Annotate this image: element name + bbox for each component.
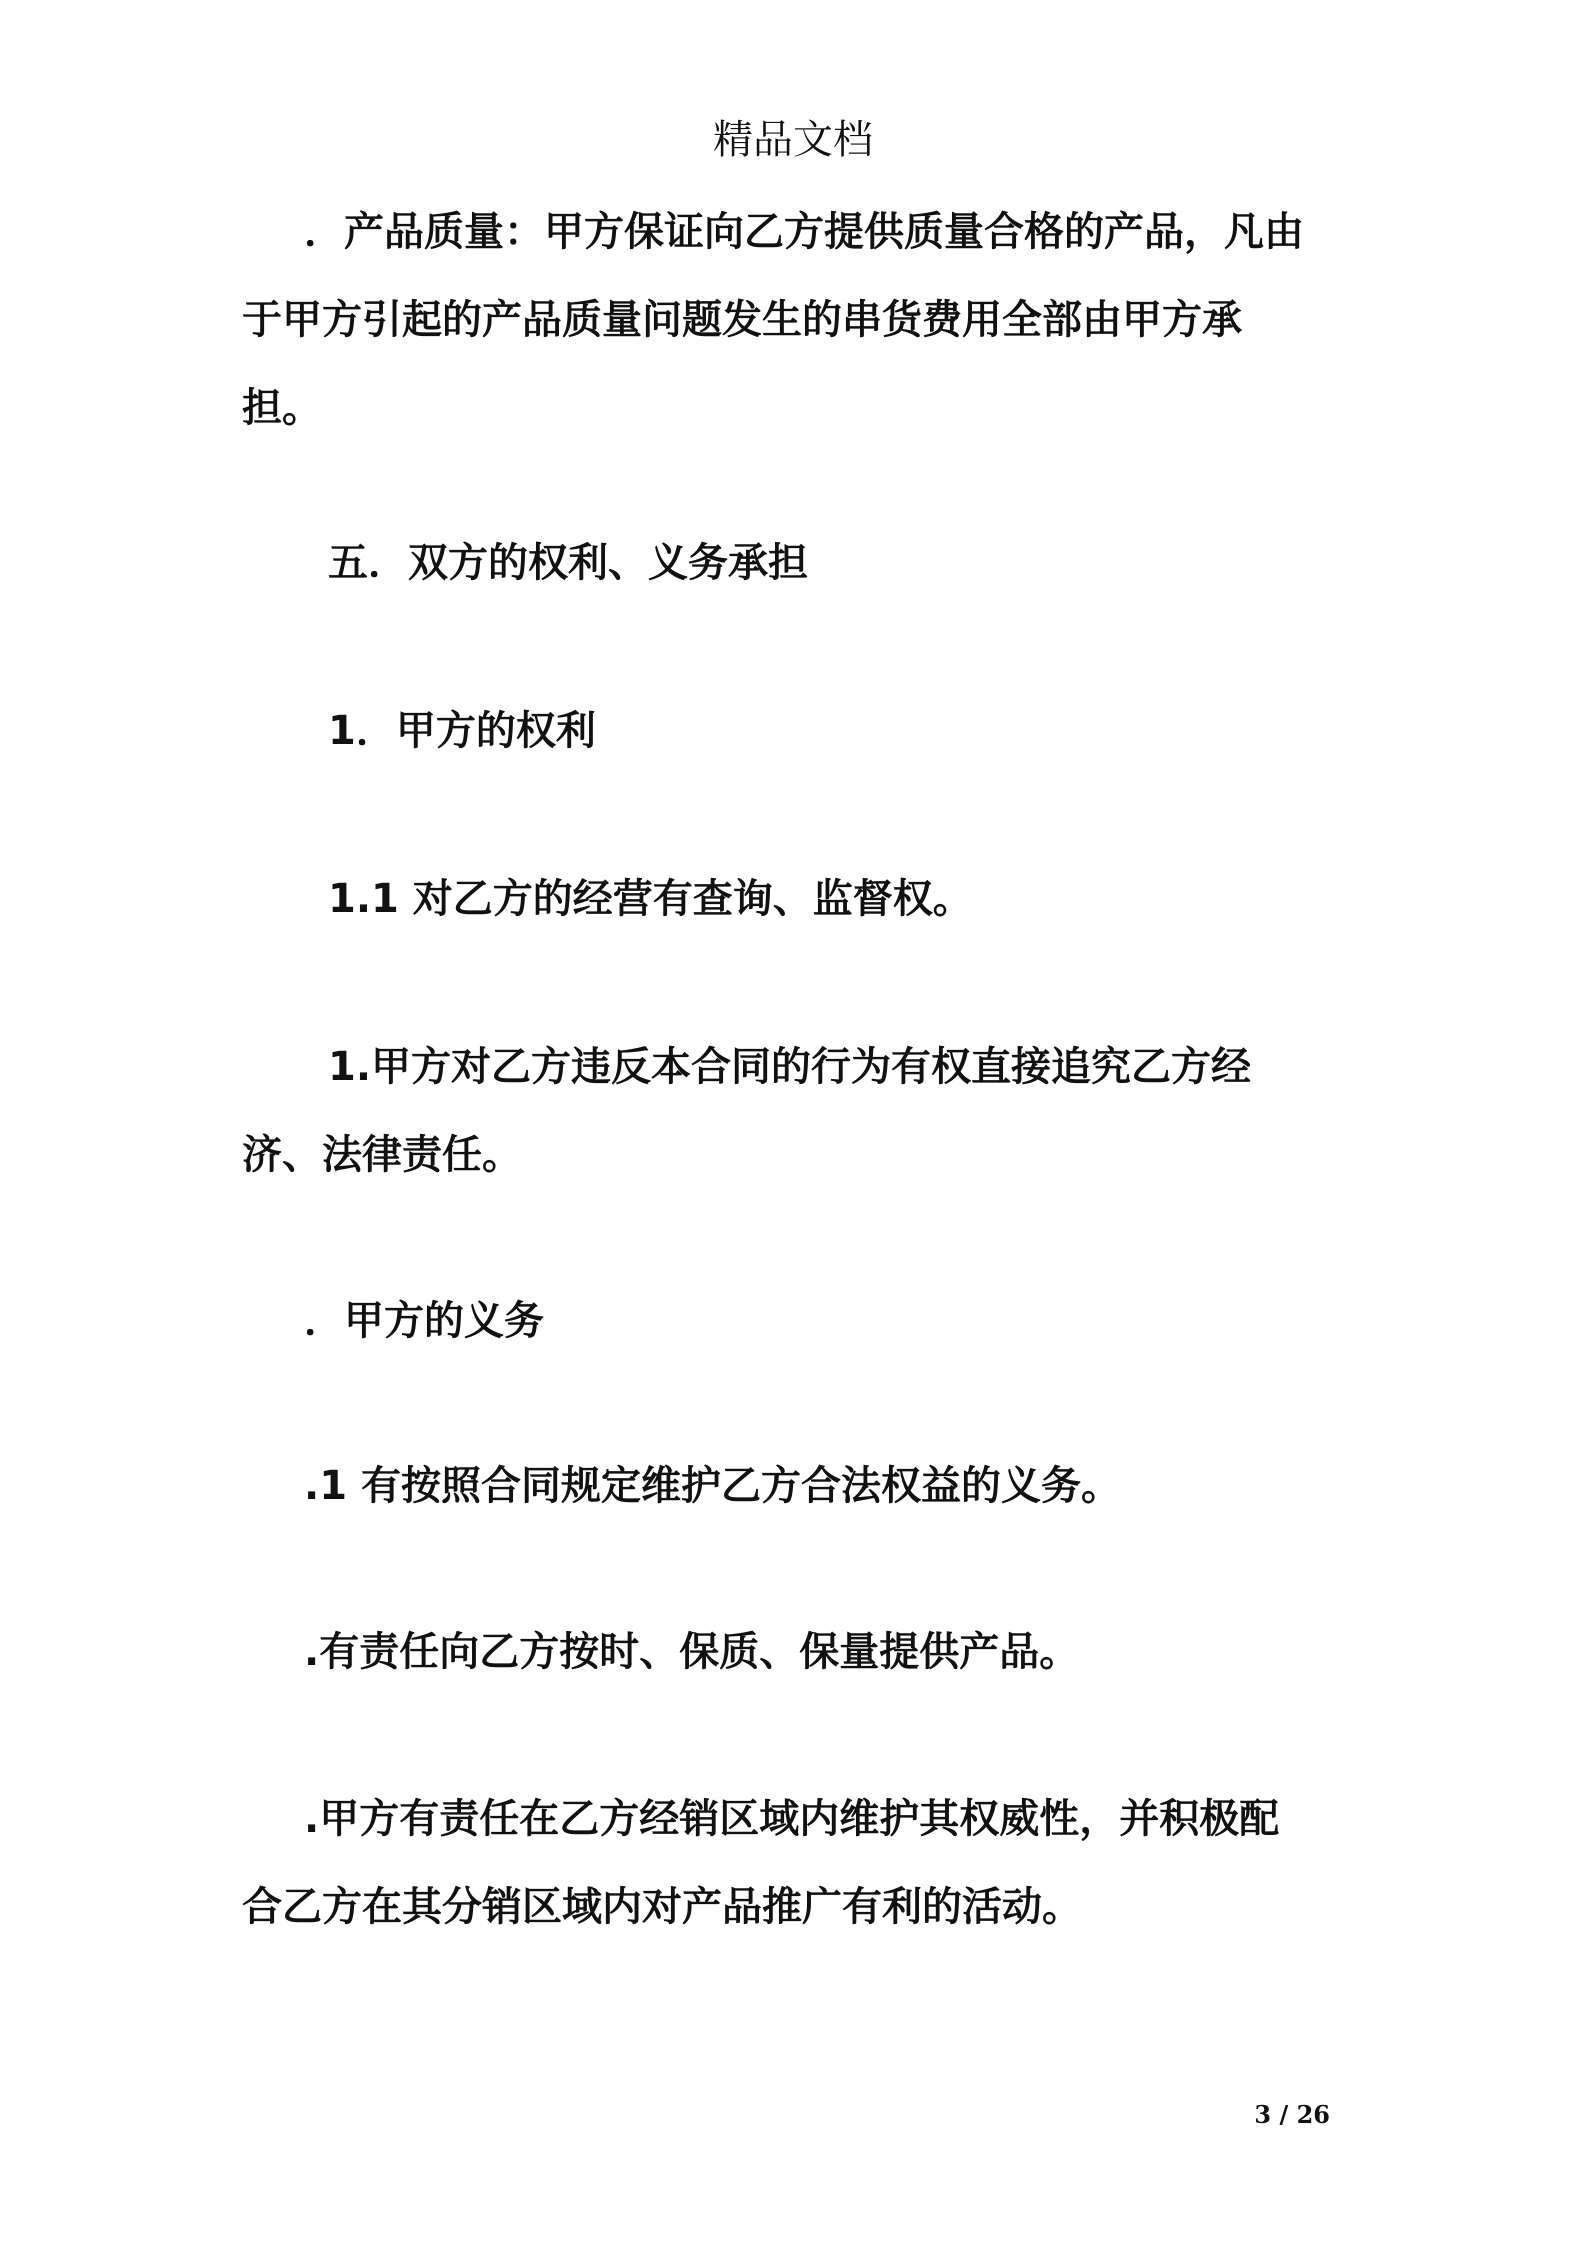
paragraph-line: ．产品质量：甲方保证向乙方提供质量合格的产品，凡由 — [304, 209, 1304, 255]
clause-supply-products — [242, 1608, 1424, 1696]
subheading-party-a-obligations — [242, 1277, 1424, 1365]
subheading-party-a-rights — [242, 687, 1448, 775]
paragraph-line: .有责任向乙方按时、保质、保量提供产品。 — [304, 1629, 1080, 1675]
page-number: 3 / 26 — [1254, 2100, 1330, 2129]
paragraph-line: 担。 — [242, 385, 322, 431]
clause-breach-liability — [242, 1023, 1362, 1199]
clause-maintain-authority — [242, 1775, 1362, 1951]
paragraph-product-quality — [242, 188, 1362, 452]
paragraph-line: .甲方有责任在乙方经销区域内维护其权威性，并积极配 — [304, 1796, 1280, 1842]
clause-protect-rights — [242, 1442, 1424, 1530]
paragraph-line: 于甲方引起的产品质量问题发生的串货费用全部由甲方承 — [242, 297, 1242, 343]
paragraph-line: 1.甲方对乙方违反本合同的行为有权直接追究乙方经 — [328, 1044, 1252, 1090]
page-header: 精品文档 — [713, 117, 873, 163]
clause-1-1 — [242, 855, 1448, 943]
section-heading-rights-obligations — [242, 519, 1448, 607]
paragraph-line: 济、法律责任。 — [242, 1132, 522, 1178]
paragraph-line: ．甲方的义务 — [304, 1298, 544, 1344]
paragraph-line: 合乙方在其分销区域内对产品推广有利的活动。 — [242, 1884, 1082, 1930]
paragraph-line: 1．甲方的权利 — [328, 708, 596, 754]
paragraph-line: 五．双方的权利、义务承担 — [328, 540, 808, 586]
paragraph-line: 1.1 对乙方的经营有查询、监督权。 — [328, 876, 973, 922]
paragraph-line: .1 有按照合同规定维护乙方合法权益的义务。 — [304, 1463, 1121, 1509]
